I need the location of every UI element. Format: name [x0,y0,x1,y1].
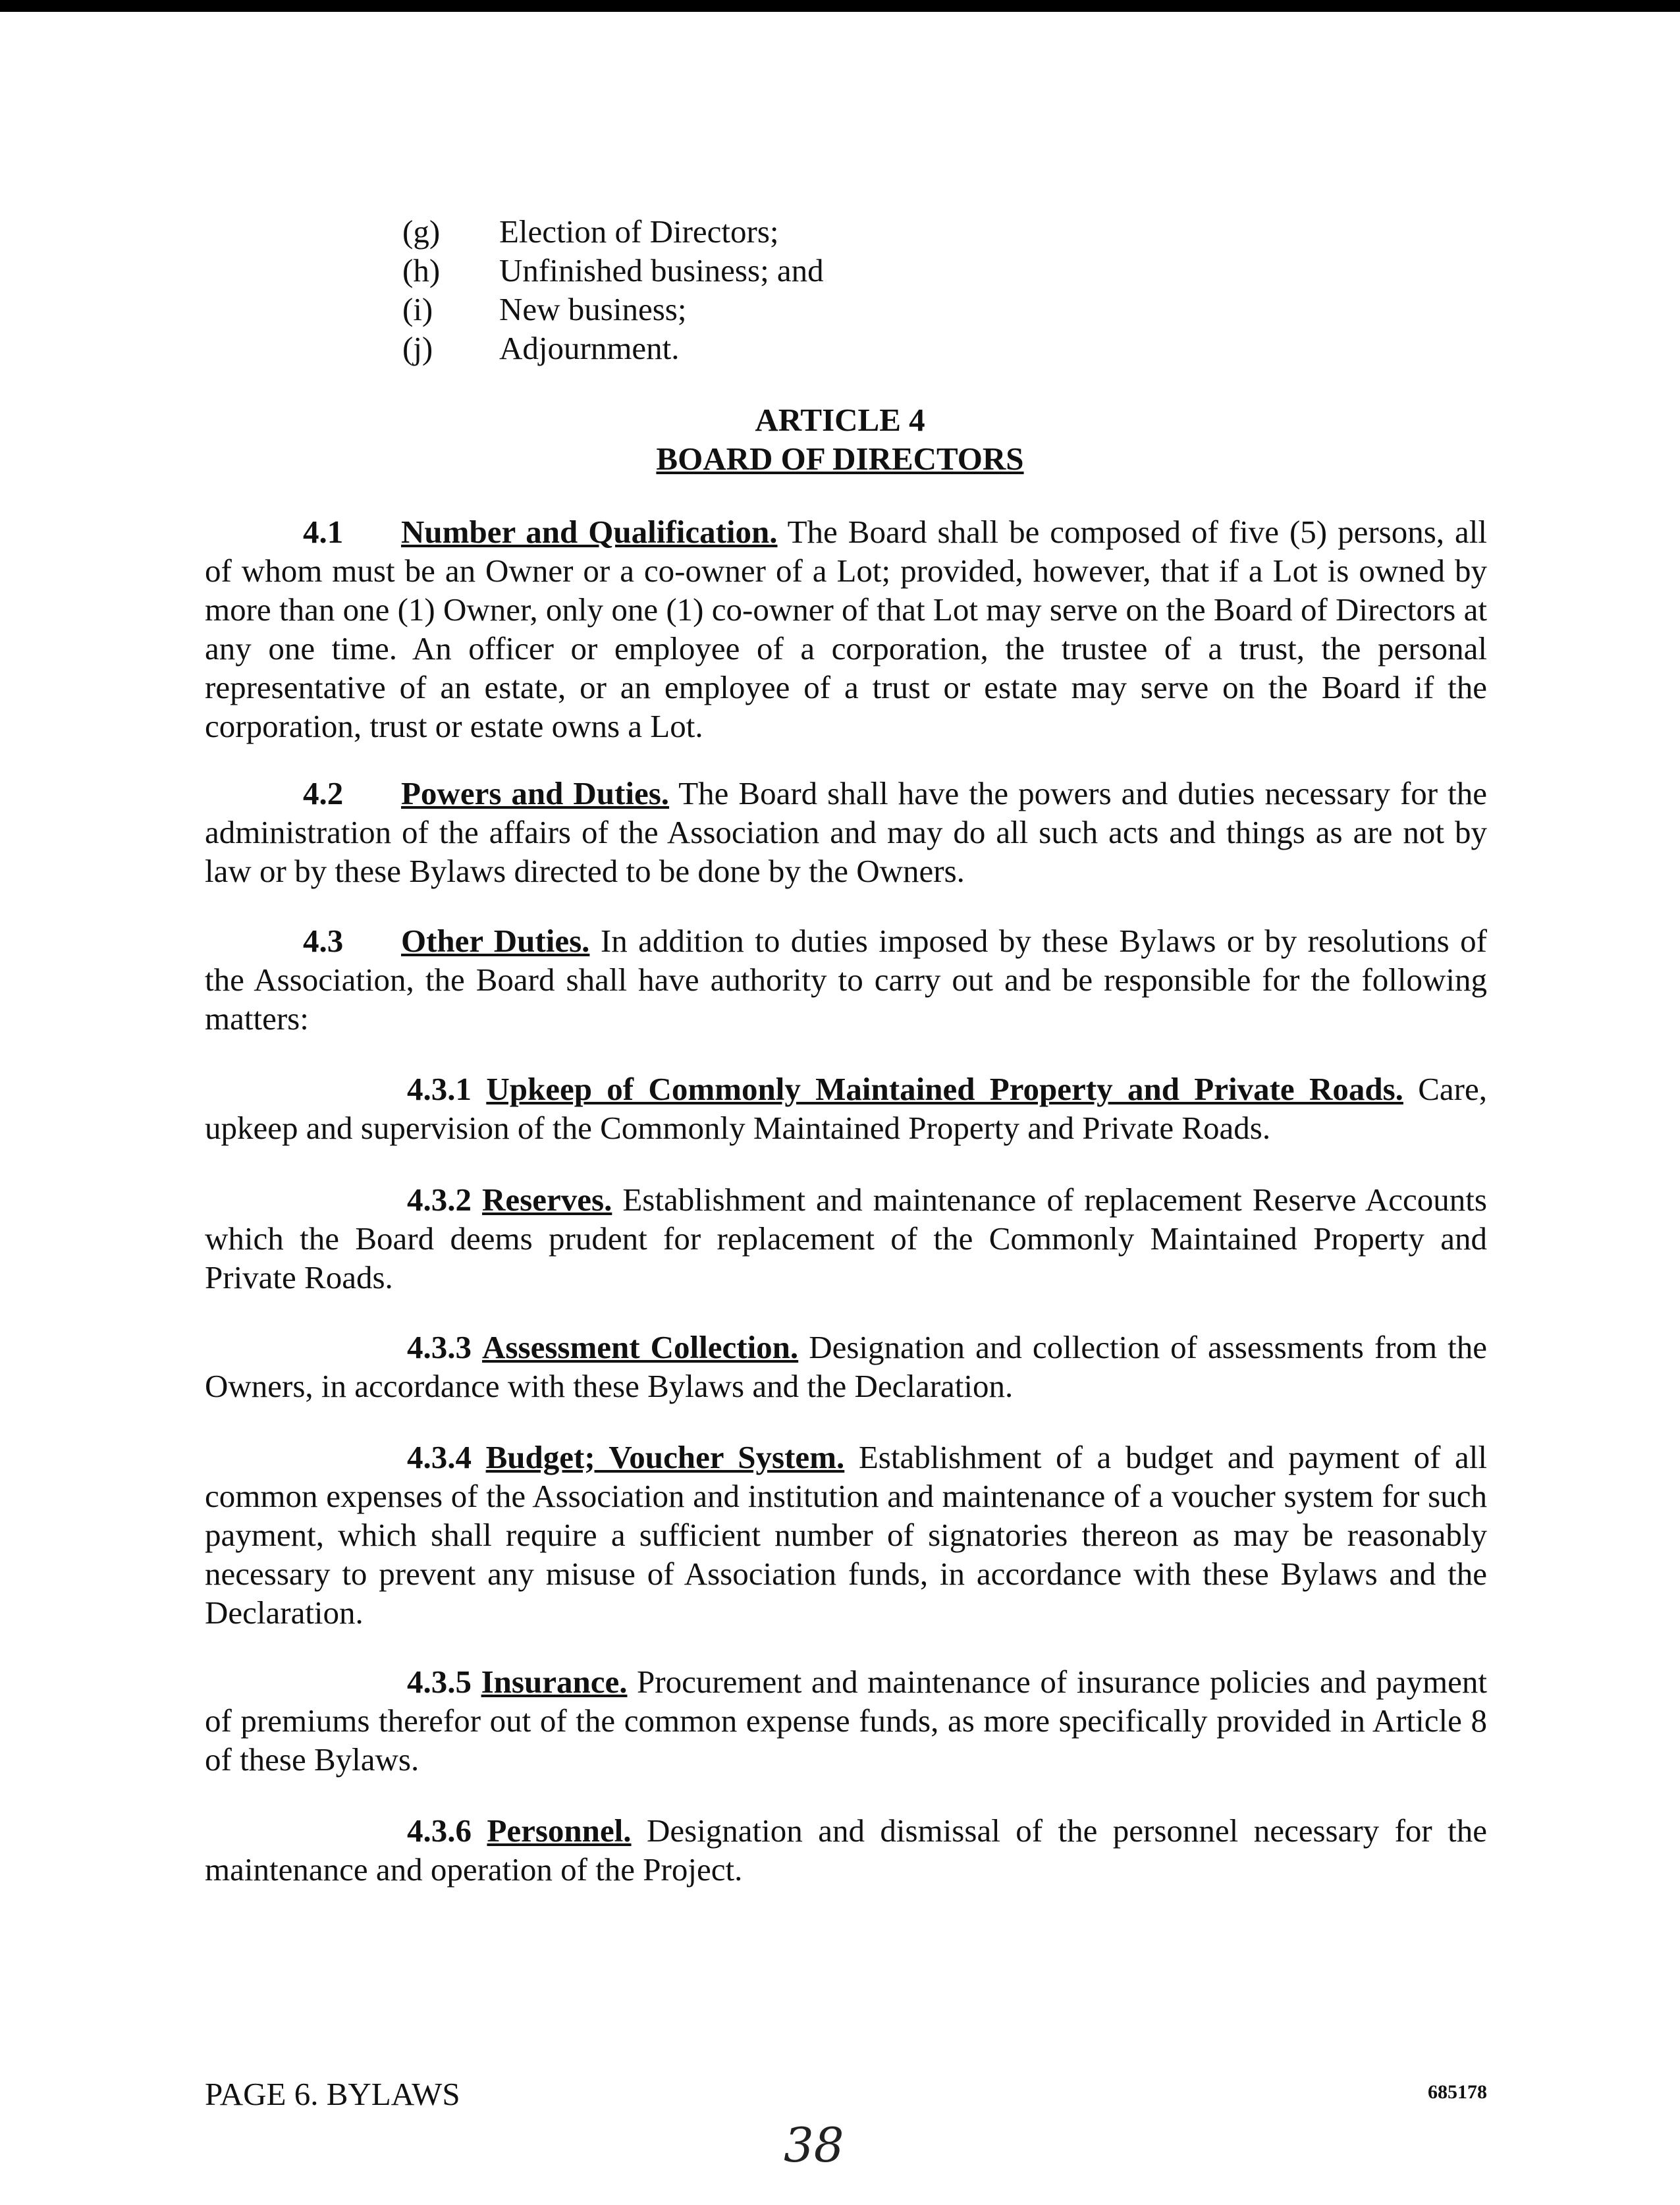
section-number: 4.1 [303,514,344,550]
section-4-1 [205,512,1487,746]
subsection-title: Upkeep of Commonly Maintained Property and Private Roads. [486,1071,1403,1107]
subsection-4-3-5 [205,1662,1487,1779]
list-item-label: (h) [402,252,441,288]
subsection-body: Designation and collection of assessments from the Owners, in accordance with these Bylaws and the Declaration. [205,1329,1487,1404]
footer-doc-number: 685178 [1428,2081,1487,2103]
article-title: BOARD OF DIRECTORS [656,441,1024,477]
subsection-body: Care, upkeep and supervision of the Commonly Maintained Property and Private Roads. [205,1071,1487,1146]
subsection-title: Budget; Voucher System. [485,1439,845,1475]
section-body: The Board shall have the powers and duties necessary for the administration of the affairs of the Association and may do all such acts and things as are not by law or by these Bylaws directed to be done by the Owners. [205,775,1487,889]
subsection-number: 4.3.6 [407,1812,472,1849]
section-4-3 [205,921,1487,1038]
list-item-text: Unfinished business; and [499,252,824,288]
subsection-title: Reserves. [482,1182,612,1218]
subsection-4-3-1 [205,1070,1487,1147]
subsection-body: Designation and dismissal of the personnel necessary for the maintenance and operation of the Project. [205,1812,1488,1888]
subsection-title: Assessment Collection. [482,1329,799,1365]
subsection-4-3-3 [205,1328,1487,1405]
subsection-number: 4.3.1 [407,1071,472,1107]
section-body: The Board shall be composed of five (5) persons, all of whom must be an Owner or a co-owner of a Lot; provided, however, that if a Lot is owned by more than one (1) Owner, only one (1) co-owner of that Lot may serve on the Board of Directors at any one time. An officer or employee of a corporation, the trustee of a trust, the personal representative of an estate, or an employee of a trust or estate may serve on the Board if the corporation, trust or estate owns a Lot. [205,514,1488,744]
list-item-label: (i) [402,291,433,327]
section-body: In addition to duties imposed by these Bylaws or by resolutions of the Association, the Board shall have authority to carry out and be responsible for the following matters: [205,923,1487,1037]
section-title: Number and Qualification. [401,514,778,550]
subsection-number: 4.3.5 [407,1664,472,1700]
subsection-title: Personnel. [487,1812,632,1849]
subsection-number: 4.3.3 [407,1329,472,1365]
section-title: Powers and Duties. [401,775,670,811]
section-4-2 [205,774,1487,890]
section-number: 4.3 [303,923,344,959]
list-item-label: (g) [402,213,441,250]
subsection-4-3-4 [205,1438,1487,1632]
subsection-body: Procurement and maintenance of insurance policies and payment of premiums therefor out of the common expense funds, as more specifically provided in Article 8 of these Bylaws. [205,1664,1488,1778]
footer-page-label: PAGE 6. BYLAWS [205,2076,460,2112]
article-number: ARTICLE 4 [755,402,925,438]
list-item-text: Adjournment. [499,330,680,366]
section-number: 4.2 [303,775,344,811]
section-title: Other Duties. [401,923,590,959]
subsection-body: Establishment and maintenance of replacement Reserve Accounts which the Board deems prudent for replacement of the Commonly Maintained Property and Private Roads. [205,1182,1487,1295]
subsection-4-3-6 [205,1811,1487,1889]
list-item-text: New business; [499,291,687,327]
subsection-title: Insurance. [481,1664,628,1700]
subsection-body: Establishment of a budget and payment of all common expenses of the Association and institution and maintenance of a voucher system for such payment, which shall require a sufficient number of signatories thereon as may be reasonably necessary to prevent any misuse of Association funds, in accordance with these Bylaws and the Declaration. [205,1439,1488,1631]
list-item-text: Election of Directors; [499,213,779,250]
subsection-number: 4.3.2 [407,1182,472,1218]
subsection-4-3-2 [205,1180,1487,1297]
handwritten-page-number: 38 [784,2117,844,2173]
subsection-number: 4.3.4 [407,1439,472,1475]
list-item-label: (j) [402,330,433,366]
